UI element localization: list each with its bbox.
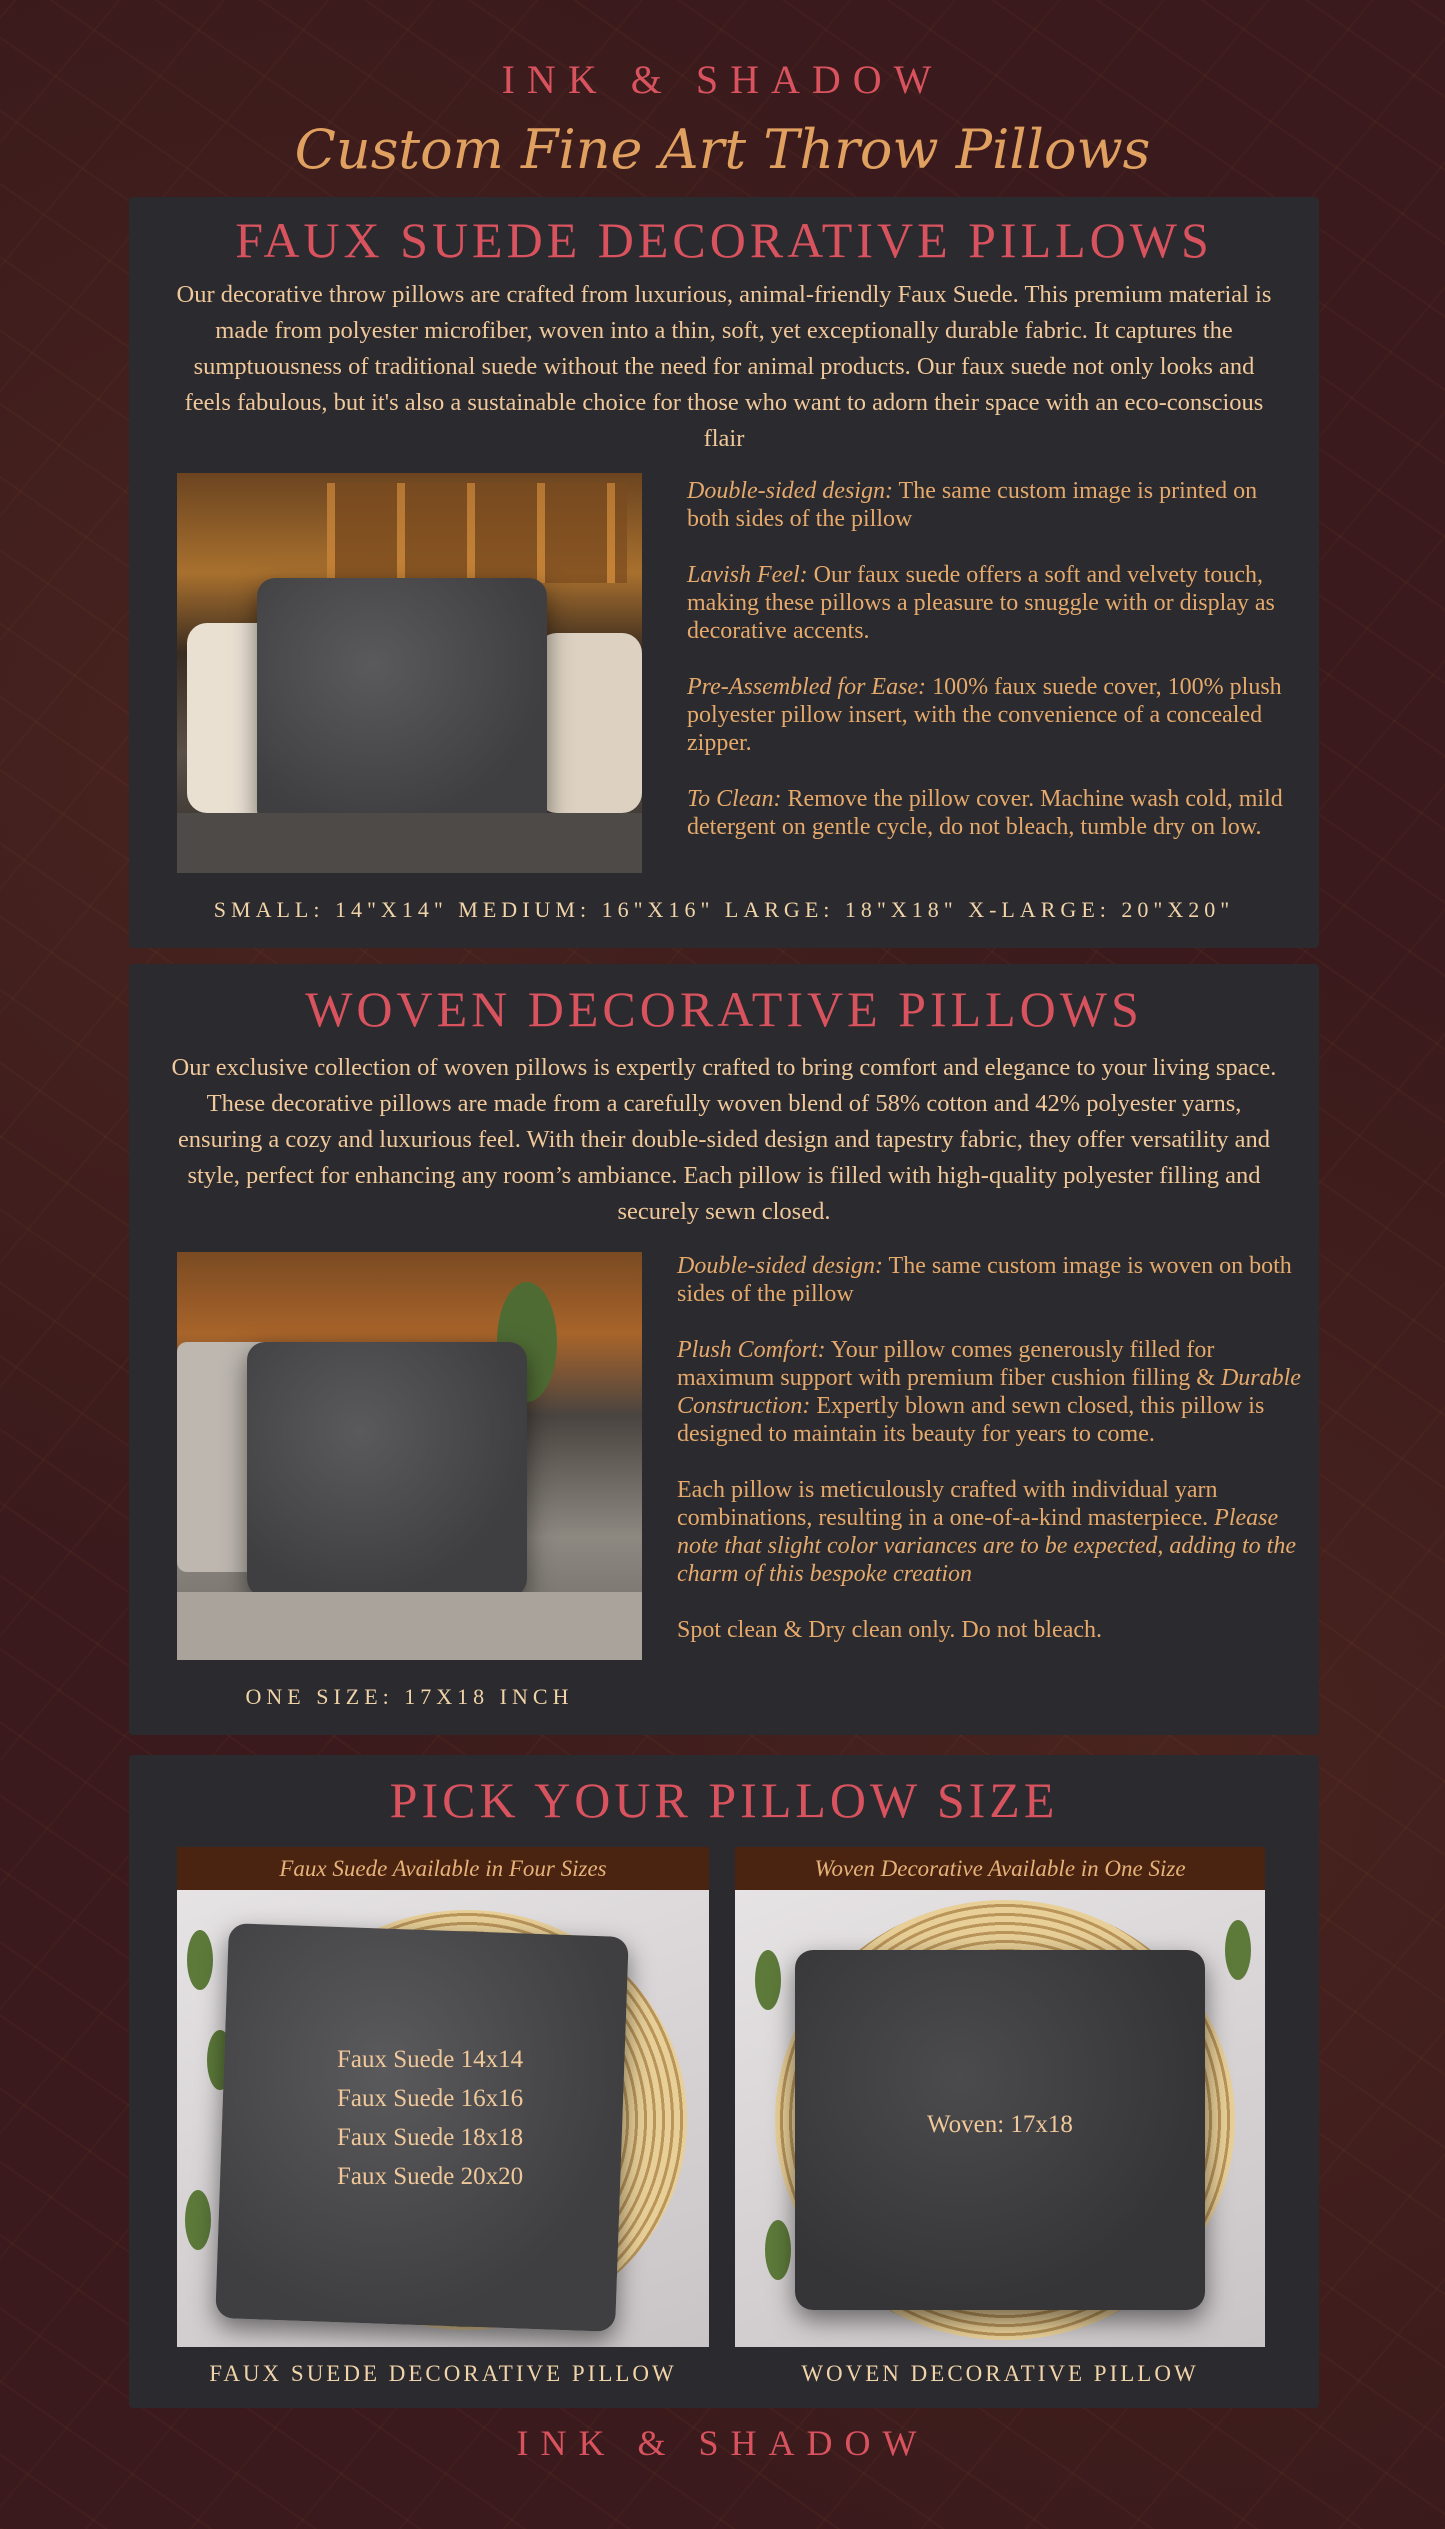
card-header: Faux Suede Available in Four Sizes bbox=[177, 1847, 709, 1890]
faux-suede-photo bbox=[177, 473, 642, 873]
faux-feature-list bbox=[687, 477, 1297, 869]
section-title: PICK YOUR PILLOW SIZE bbox=[389, 1772, 1059, 1828]
intro-text: Our decorative throw pillows are crafted from luxurious, animal-friendly Faux Suede. This premium material is made from polyester microfiber, woven into a thin, soft, yet exceptionally durable fabric. It captures the sumptuousness of traditional suede without the need for animal products. Our faux suede not only looks and feels fabulous, but it's also a sustainable choice for those who want to adorn their space with an eco-conscious flair bbox=[176, 281, 1272, 452]
feature-note: Please note that slight color variances are to be expected, adding to the charm of this bespoke creation bbox=[677, 1505, 1296, 1587]
feature-item bbox=[677, 1252, 1302, 1308]
feature-label: Lavish Feel: bbox=[687, 562, 808, 588]
feature-text: The same custom image is printed on both sides of the pillow bbox=[687, 478, 1258, 532]
feature-item bbox=[677, 1476, 1302, 1588]
feature-text: Your pillow comes generously filled for maximum support with premium fiber cushion filling & bbox=[677, 1337, 1221, 1391]
feature-item bbox=[687, 477, 1297, 533]
woven-size-photo bbox=[735, 1890, 1265, 2347]
footer-brand: INK & SHADOW bbox=[516, 2423, 929, 2463]
woven-panel bbox=[129, 964, 1319, 1735]
feature-label: To Clean: bbox=[687, 786, 782, 812]
size-option: Faux Suede 14x14 bbox=[337, 2046, 524, 2073]
feature-text: Each pillow is meticulously crafted with individual yarn combinations, resulting in a one-of-a-kind masterpiece. bbox=[677, 1477, 1218, 1531]
feature-text: Our faux suede offers a soft and velvety touch, making these pillows a pleasure to snuggle with or display as decorative accents. bbox=[687, 562, 1275, 644]
feature-item bbox=[677, 1616, 1302, 1644]
feature-label: Plush Comfort: bbox=[677, 1337, 826, 1363]
feature-item bbox=[677, 1336, 1302, 1448]
card-caption: WOVEN DECORATIVE PILLOW bbox=[801, 2361, 1199, 2386]
size-option: Faux Suede 20x20 bbox=[337, 2163, 524, 2190]
woven-photo bbox=[177, 1252, 642, 1660]
pick-size-panel bbox=[129, 1755, 1319, 2408]
intro-text: Our exclusive collection of woven pillows is expertly crafted to bring comfort and elegance to your living space. These decorative pillows are made from a carefully woven blend of 58% cotton and 42% polyester yarns, ensuring a cozy and luxurious feel. With their double-sided design and tapestry fabric, they offer versatility and style, perfect for enhancing any room’s ambiance. Each pillow is filled with high-quality polyester filling and securely sewn closed. bbox=[171, 1054, 1277, 1225]
section-title: WOVEN DECORATIVE PILLOWS bbox=[305, 981, 1143, 1037]
size-option: Faux Suede 16x16 bbox=[337, 2085, 524, 2112]
size-option: Woven: 17x18 bbox=[927, 2111, 1073, 2138]
feature-text: 100% faux suede cover, 100% plush polyester pillow insert, with the convenience of a concealed zipper. bbox=[687, 674, 1282, 756]
brand-title: INK & SHADOW bbox=[501, 57, 944, 102]
woven-feature-list bbox=[677, 1252, 1302, 1672]
woven-size: ONE SIZE: 17X18 INCH bbox=[245, 1684, 574, 1709]
feature-text: The same custom image is woven on both sides of the pillow bbox=[677, 1253, 1292, 1307]
card-header: Woven Decorative Available in One Size bbox=[735, 1847, 1265, 1890]
tagline: Custom Fine Art Throw Pillows bbox=[294, 118, 1151, 181]
size-options bbox=[337, 2040, 523, 2196]
feature-text: Spot clean & Dry clean only. Do not bleach. bbox=[677, 1617, 1102, 1643]
feature-text: Remove the pillow cover. Machine wash cold, mild detergent on gentle cycle, do not bleach, tumble dry on low. bbox=[687, 786, 1283, 840]
feature-item bbox=[687, 561, 1297, 645]
size-list: SMALL: 14"X14" MEDIUM: 16"X16" LARGE: 18"X18" X-LARGE: 20"X20" bbox=[213, 897, 1235, 922]
woven-size-card bbox=[735, 1847, 1265, 2387]
section-title: FAUX SUEDE DECORATIVE PILLOWS bbox=[235, 212, 1213, 268]
feature-label: Double-sided design: bbox=[687, 478, 893, 504]
feature-label: Pre-Assembled for Ease: bbox=[687, 674, 927, 700]
faux-suede-size-photo bbox=[177, 1890, 709, 2347]
faux-suede-panel bbox=[129, 197, 1319, 948]
size-option: Faux Suede 18x18 bbox=[337, 2124, 524, 2151]
feature-label: Double-sided design: bbox=[677, 1253, 883, 1279]
feature-label: Durable Construction: bbox=[677, 1365, 1301, 1419]
feature-item bbox=[687, 785, 1297, 841]
feature-text: Expertly blown and sewn closed, this pillow is designed to maintain its beauty for years to come. bbox=[677, 1393, 1265, 1447]
faux-suede-size-card bbox=[177, 1847, 709, 2387]
card-caption: FAUX SUEDE DECORATIVE PILLOW bbox=[209, 2361, 677, 2386]
feature-item bbox=[687, 673, 1297, 757]
